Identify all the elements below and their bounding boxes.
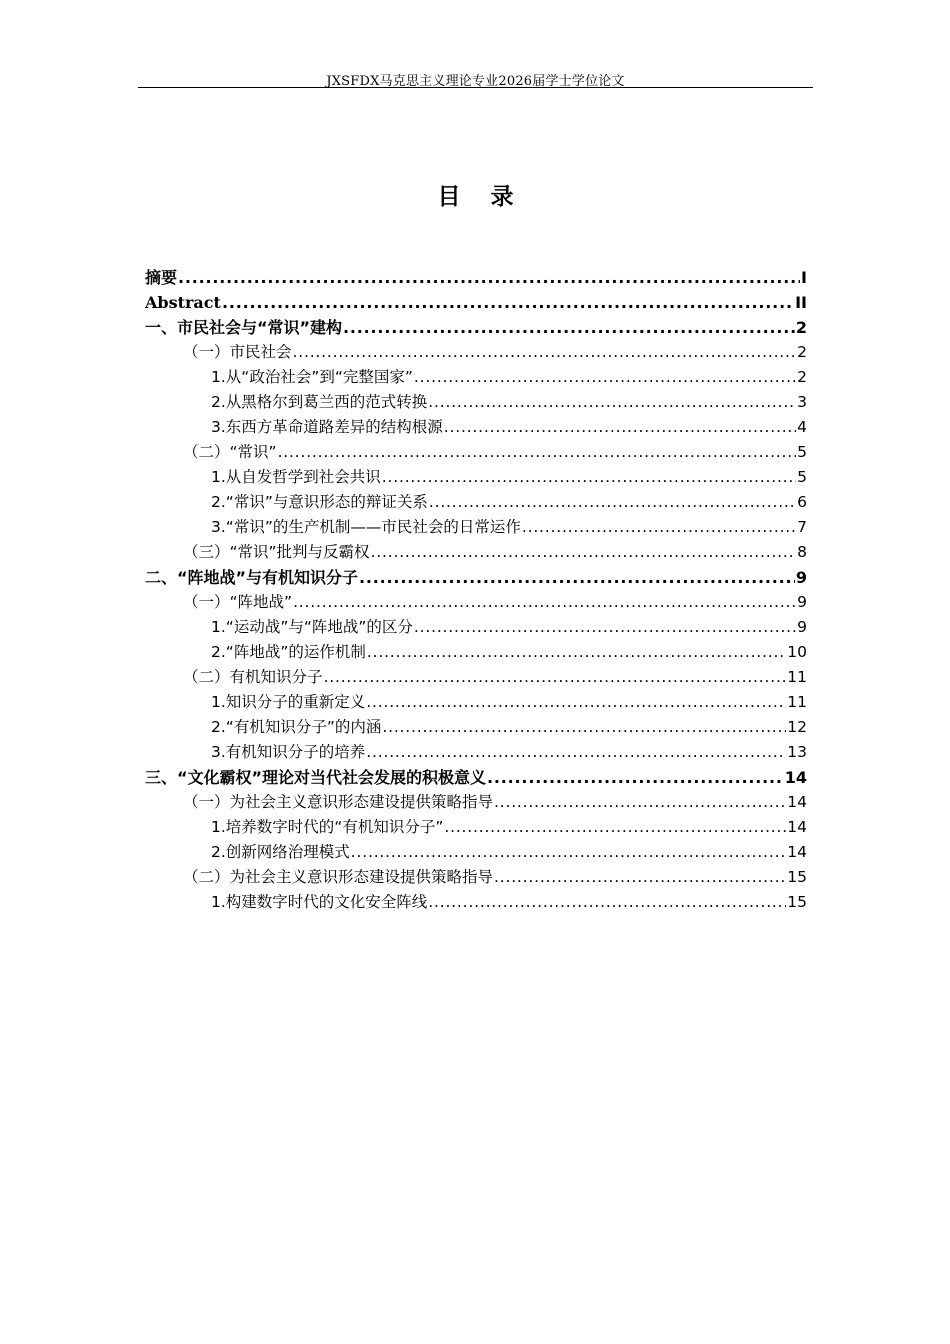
toc-leader-dots [428, 890, 786, 915]
toc-entry-page: II [795, 293, 807, 312]
toc-entry-label: 3.东西方革命道路差异的结构根源 [211, 418, 443, 436]
toc-entry-label: 2.从黑格尔到葛兰西的范式转换 [211, 393, 428, 411]
title-char-2: 录 [490, 184, 514, 210]
toc-entry[interactable] [145, 340, 807, 365]
toc-entry-page: 8 [797, 543, 807, 561]
toc-entry[interactable] [145, 740, 807, 765]
toc-entry[interactable] [145, 390, 807, 415]
running-header: JXSFDX马克思主义理论专业2026届学士学位论文 [326, 74, 625, 89]
toc-entry[interactable] [145, 290, 807, 315]
toc-leader-dots [522, 515, 796, 540]
toc-entry-page: 14 [787, 818, 807, 836]
toc-entry-page: 9 [797, 593, 807, 611]
toc-entry-page: 2 [797, 343, 807, 361]
toc-entry-page: 14 [784, 768, 807, 787]
toc-leader-dots [414, 365, 796, 390]
toc-entry[interactable] [145, 765, 807, 790]
header-rule [138, 87, 813, 88]
toc-entry-page: 11 [787, 693, 807, 711]
toc-entry-page: 13 [787, 743, 807, 761]
toc-leader-dots [494, 790, 786, 815]
toc-entry[interactable] [145, 415, 807, 440]
toc-leader-dots [367, 640, 786, 665]
toc-entry-page: 15 [787, 893, 807, 911]
toc-leader-dots [444, 415, 796, 440]
toc-entry-label: （一）“阵地战” [183, 593, 293, 611]
toc-entry-page: 9 [795, 568, 807, 587]
toc-entry[interactable] [145, 265, 807, 290]
toc-entry-page: 9 [797, 618, 807, 636]
toc-leader-dots [359, 565, 795, 590]
toc-entry-label: 2.“常识”与意识形态的辩证关系 [211, 493, 428, 511]
toc-entry[interactable] [145, 465, 807, 490]
toc-entry-page: 6 [797, 493, 807, 511]
toc-entry[interactable] [145, 615, 807, 640]
toc-entry[interactable] [145, 365, 807, 390]
toc-leader-dots [444, 815, 786, 840]
toc-entry-page: I [801, 268, 807, 287]
toc-leader-dots [343, 315, 795, 340]
toc-leader-dots [487, 765, 784, 790]
toc-entry-page: 2 [795, 318, 807, 337]
toc-entry-label: （二）有机知识分子 [183, 668, 323, 686]
toc-entry-label: （三）“常识”批判与反霸权 [183, 543, 370, 561]
toc-entry-page: 15 [787, 868, 807, 886]
toc-leader-dots [222, 290, 794, 315]
toc-leader-dots [428, 390, 796, 415]
toc-entry[interactable] [145, 890, 807, 915]
toc-leader-dots [366, 690, 786, 715]
toc-entry-label: 二、“阵地战”与有机知识分子 [145, 568, 359, 587]
toc-entry[interactable] [145, 815, 807, 840]
toc-leader-dots [494, 865, 786, 890]
toc-entry-page: 12 [787, 718, 807, 736]
toc-entry-page: 11 [787, 668, 807, 686]
toc-entry-label: （一）市民社会 [183, 343, 292, 361]
toc-leader-dots [414, 615, 796, 640]
toc-entry[interactable] [145, 590, 807, 615]
toc-entry[interactable] [145, 490, 807, 515]
toc-entry-page: 14 [787, 843, 807, 861]
toc-leader-dots [324, 665, 787, 690]
toc-entry-label: Abstract [145, 293, 221, 312]
toc-entry-label: 1.构建数字时代的文化安全阵线 [211, 893, 428, 911]
toc-leader-dots [382, 715, 786, 740]
toc-leader-dots [178, 265, 800, 290]
toc-leader-dots [351, 840, 786, 865]
toc-entry-label: 1.知识分子的重新定义 [211, 693, 366, 711]
toc-entry-page: 2 [797, 368, 807, 386]
toc-entry-page: 3 [797, 393, 807, 411]
toc-entry-label: （一）为社会主义意识形态建设提供策略指导 [183, 793, 494, 811]
toc-entry[interactable] [145, 665, 807, 690]
toc-entry-label: （二）“常识” [183, 443, 277, 461]
toc-entry[interactable] [145, 790, 807, 815]
toc-entry-label: 三、“文化霸权”理论对当代社会发展的积极意义 [145, 768, 487, 787]
toc-entry-label: 摘要 [145, 268, 178, 287]
toc-entry-label: 2.“阵地战”的运作机制 [211, 643, 366, 661]
toc-entry-label: 1.从“政治社会”到“完整国家” [211, 368, 413, 386]
toc-entry[interactable] [145, 515, 807, 540]
toc-leader-dots [293, 590, 796, 615]
page-title [138, 178, 813, 211]
toc-entry-label: 一、市民社会与“常识”建构 [145, 318, 343, 337]
toc-entry[interactable] [145, 640, 807, 665]
toc-entry-label: （二）为社会主义意识形态建设提供策略指导 [183, 868, 494, 886]
toc-entry[interactable] [145, 565, 807, 590]
title-char-1: 目 [437, 184, 461, 210]
toc-leader-dots [382, 465, 796, 490]
toc-entry-label: 3.“常识”的生产机制——市民社会的日常运作 [211, 518, 521, 536]
toc-entry-page: 5 [797, 468, 807, 486]
toc-entry-page: 10 [787, 643, 807, 661]
toc-entry-label: 1.培养数字时代的“有机知识分子” [211, 818, 444, 836]
toc-entry[interactable] [145, 315, 807, 340]
toc-entry-label: 3.有机知识分子的培养 [211, 743, 366, 761]
table-of-contents [145, 265, 807, 915]
toc-entry[interactable] [145, 540, 807, 565]
toc-leader-dots [293, 340, 797, 365]
toc-entry-page: 7 [797, 518, 807, 536]
toc-entry[interactable] [145, 840, 807, 865]
toc-leader-dots [278, 440, 797, 465]
toc-entry-page: 14 [787, 793, 807, 811]
toc-entry[interactable] [145, 440, 807, 465]
toc-entry[interactable] [145, 690, 807, 715]
toc-entry-page: 4 [797, 418, 807, 436]
toc-entry-label: 2.创新网络治理模式 [211, 843, 350, 861]
toc-leader-dots [429, 490, 796, 515]
toc-leader-dots [371, 540, 797, 565]
toc-entry-label: 1.“运动战”与“阵地战”的区分 [211, 618, 413, 636]
toc-leader-dots [366, 740, 786, 765]
toc-entry-page: 5 [797, 443, 807, 461]
toc-entry-label: 2.“有机知识分子”的内涵 [211, 718, 382, 736]
toc-entry[interactable] [145, 865, 807, 890]
toc-entry[interactable] [145, 715, 807, 740]
toc-entry-label: 1.从自发哲学到社会共识 [211, 468, 381, 486]
